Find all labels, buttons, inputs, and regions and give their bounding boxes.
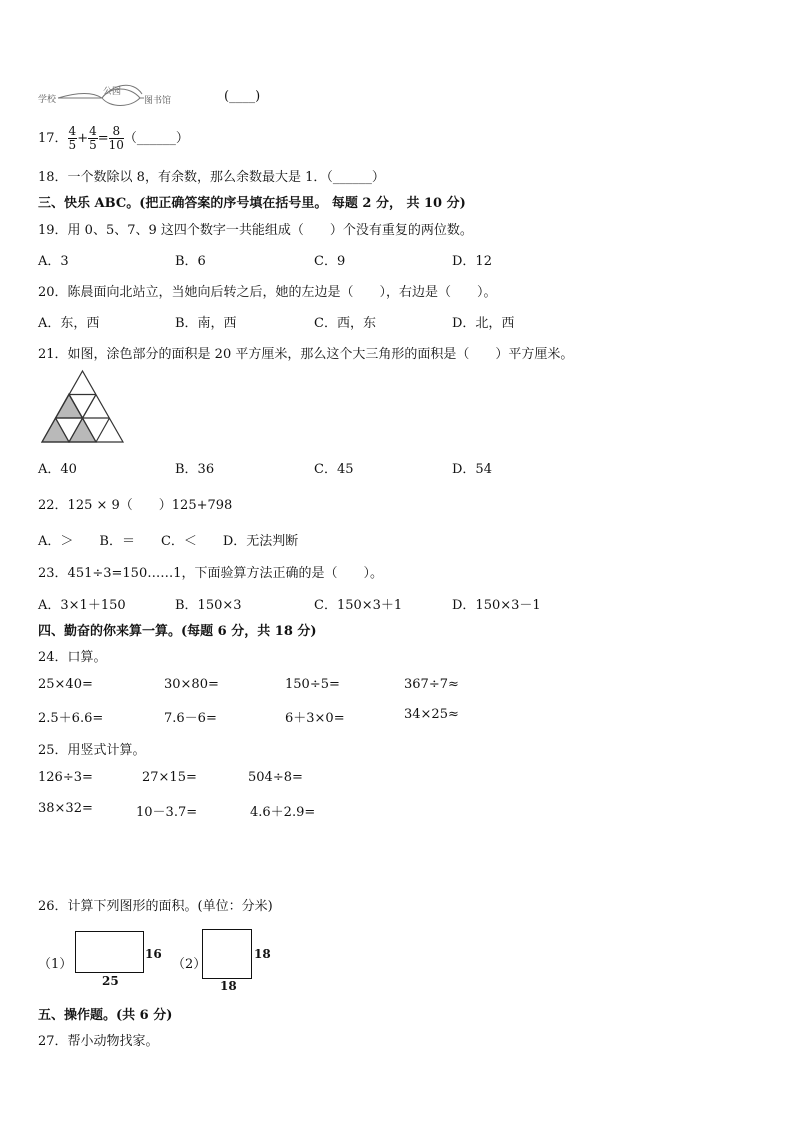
fraction-2: $\frac{4}{5}$ xyxy=(89,124,97,152)
question-22-options: A．＞ B．＝ C．＜ D．无法判断 xyxy=(38,534,299,549)
option-d: D．12 xyxy=(452,254,492,269)
calc-item: 10－3.7= xyxy=(136,805,198,820)
square-figure xyxy=(202,929,252,979)
calc-item: 30×80= xyxy=(164,677,219,692)
section-5-heading: 五、操作题。(共 6 分) xyxy=(38,1008,173,1023)
option-a: A．东，西 xyxy=(38,316,100,331)
option-c: C．45 xyxy=(314,462,354,477)
option-d: D．54 xyxy=(452,462,492,477)
rectangle-width-label: 25 xyxy=(102,974,119,988)
option-b: B．36 xyxy=(175,462,215,477)
calc-item: 34×25≈ xyxy=(404,707,459,722)
calc-item: 6＋3×0= xyxy=(285,711,345,726)
calc-item: 150÷5= xyxy=(285,677,340,692)
fraction-1: $\frac{4}{5}$ xyxy=(68,124,77,152)
calc-item: 38×32= xyxy=(38,801,93,816)
question-21: 21．如图，涂色部分的面积是 20 平方厘米，那么这个大三角形的面积是（ ）平方厘米。 xyxy=(38,347,574,362)
option-a: A．3 xyxy=(38,254,69,269)
option-a: A．3×1＋150 xyxy=(38,598,126,613)
rectangle-figure xyxy=(75,931,144,973)
question-22: 22．125 × 9（ ）125+798 xyxy=(38,498,233,513)
figure-2-label: （2） xyxy=(172,957,207,972)
rectangle-height-label: 16 xyxy=(145,947,162,961)
square-side-bottom-label: 18 xyxy=(220,979,237,993)
answer-blank: (____) xyxy=(224,89,261,104)
option-d: D．150×3－1 xyxy=(452,598,541,613)
equals-sign: = xyxy=(97,131,109,146)
option-d: D．北，西 xyxy=(452,316,515,331)
option-a: A．40 xyxy=(38,462,77,477)
option-c: C．西，东 xyxy=(314,316,376,331)
plus-sign: + xyxy=(77,131,89,146)
calc-item: 4.6＋2.9= xyxy=(250,805,316,820)
question-24-title: 24．口算。 xyxy=(38,650,107,665)
calc-item: 126÷3= xyxy=(38,770,93,785)
option-b: B．150×3 xyxy=(175,598,242,613)
calc-item: 27×15= xyxy=(142,770,197,785)
library-label: 图书馆 xyxy=(144,96,172,106)
question-20: 20．陈晨面向北站立，当她向后转之后，她的左边是（ ），右边是（ ）。 xyxy=(38,285,497,300)
question-27: 27．帮小动物找家。 xyxy=(38,1034,159,1049)
question-17 xyxy=(38,125,189,152)
triangle-figure xyxy=(42,371,124,443)
square-side-right-label: 18 xyxy=(254,947,271,961)
school-label: 学校 xyxy=(38,95,57,105)
fraction-3: $\frac{8}{10}$ xyxy=(108,124,124,152)
calc-item: 504÷8= xyxy=(248,770,303,785)
question-25-title: 25．用竖式计算。 xyxy=(38,743,146,758)
calc-item: 25×40= xyxy=(38,677,93,692)
option-c: C．150×3＋1 xyxy=(314,598,403,613)
question-19: 19．用 0、5、7、9 这四个数字一共能组成（ ）个没有重复的两位数。 xyxy=(38,223,473,238)
section-3-heading: 三、快乐 ABC。(把正确答案的序号填在括号里。 每题 2 分， 共 10 分) xyxy=(38,196,466,211)
question-number: 17． xyxy=(38,131,68,146)
section-4-heading: 四、勤奋的你来算一算。(每题 6 分，共 18 分) xyxy=(38,624,317,639)
calc-item: 2.5＋6.6= xyxy=(38,711,104,726)
question-23: 23．451÷3=150……1，下面验算方法正确的是（ ）。 xyxy=(38,566,383,581)
route-lines xyxy=(58,82,178,112)
question-26-title: 26．计算下列图形的面积。(单位：分米) xyxy=(38,899,273,914)
calc-item: 7.6－6= xyxy=(164,711,217,726)
option-b: B．6 xyxy=(175,254,206,269)
calc-item: 367÷7≈ xyxy=(404,677,459,692)
option-b: B．南，西 xyxy=(175,316,237,331)
question-18: 18．一个数除以 8，有余数，那么余数最大是 1．（______） xyxy=(38,170,385,185)
option-c: C．9 xyxy=(314,254,346,269)
park-label: 公园 xyxy=(103,87,122,97)
answer-blank: （______） xyxy=(123,131,189,146)
figure-1-label: （1） xyxy=(38,957,73,972)
